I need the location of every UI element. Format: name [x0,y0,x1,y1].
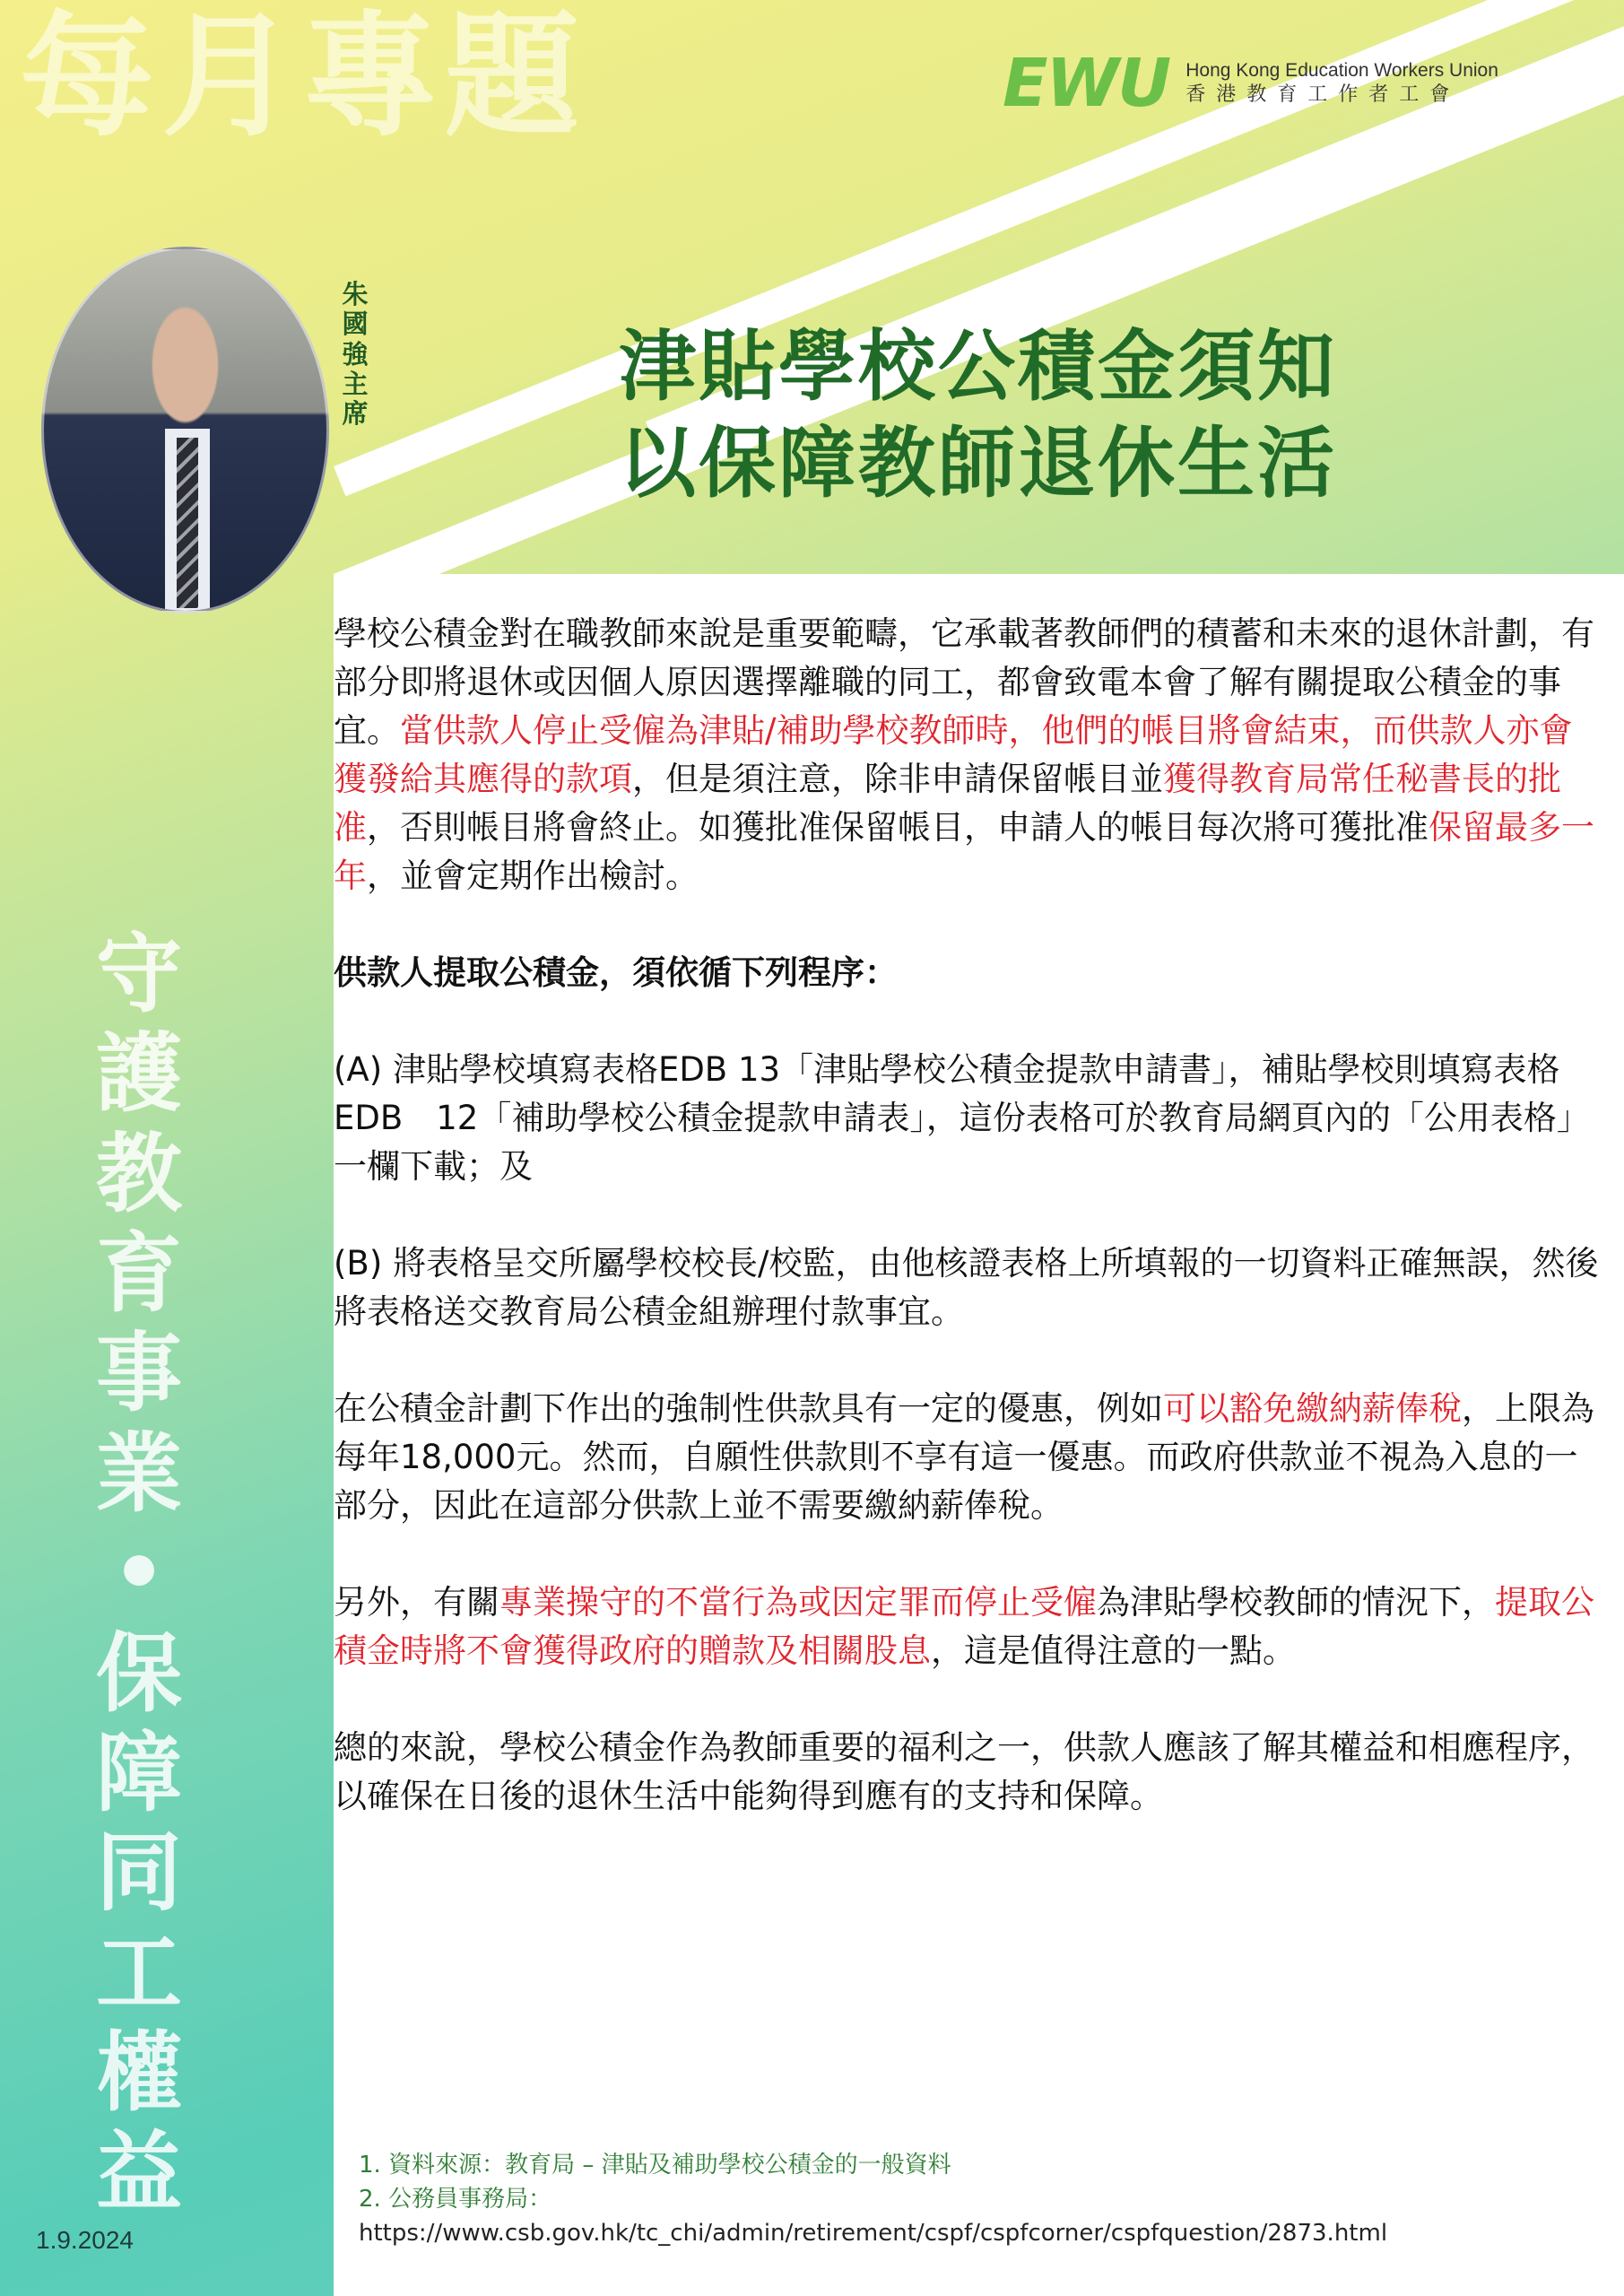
article-title [619,318,1337,511]
union-logo [1003,45,1498,122]
title-line-2: 以保障教師退休生活 [619,417,1337,509]
slogan-vertical: 守護教育事業•保障同工權益 [96,923,182,2223]
title-line-1: 津貼學校公積金須知 [619,321,1337,412]
paragraph-misconduct: 另外，有關專業操守的不當行為或因定罪而停止受僱為津貼學校教師的情況下，提取公積金時將不會獲得政府的贈款及相關股息，這是值得注意的一點。 [334,1583,1594,1670]
footnote-url-link[interactable]: https://www.csb.gov.hk/tc_chi/admin/retirement/cspf/cspfcorner/cspfquestion/2873.html [359,2220,1388,2247]
masthead-title: 每月專題 [20,0,587,155]
org-name-en: Hong Kong Education Workers Union [1185,60,1498,82]
paragraph-step-b: (B) 將表格呈交所屬學校校長/校監，由他核證表格上所填報的一切資料正確無誤，然後將表格送交教育局公積金組辦理付款事宜。 [334,1244,1599,1331]
logo-mark: EWU [1003,45,1170,122]
footnote-2: 2. 公務員事務局： [359,2186,552,2213]
paragraph-tax: 在公積金計劃下作出的強制性供款具有一定的優惠，例如可以豁免繳納薪俸稅，上限為每年18,000元。然而，自願性供款則不享有這一優惠。而政府供款並不視為入息的一部分，因此在這部分供款上並不需要繳納薪俸稅。 [334,1389,1594,1525]
paragraph-intro: 學校公積金對在職教師來說是重要範疇，它承載著教師們的積蓄和未來的退休計劃，有部分即將退休或因個人原因選擇離職的同工，都會致電本會了解有關提取公積金的事宜。當供款人停止受僱為津貼/補助學校教師時，他們的帳目將會結束，而供款人亦會獲發給其應得的款項，但是須注意，除非申請保留帳目並獲得教育局常任秘書長的批准，否則帳目將會終止。如獲批准保留帳目，申請人的帳目每次將可獲批准保留最多一年，並會定期作出檢討。 [334,614,1594,895]
paragraph-procedure-heading: 供款人提取公積金，須依循下列程序： [334,953,898,992]
author-name: 朱國強主席 [342,279,369,430]
footnote-1: 1. 資料來源：教育局 – 津貼及補助學校公積金的一般資料 [359,2152,951,2179]
article-body [334,610,1600,1869]
org-name-zh: 香港教育工作者工會 [1185,83,1461,107]
footnotes [359,2148,1387,2250]
paragraph-conclusion: 總的來說，學校公積金作為教師重要的福利之一，供款人應該了解其權益和相應程序，以確保在日後的退休生活中能夠得到應有的支持和保障。 [334,1728,1594,1815]
publish-date: 1.9.2024 [36,2226,134,2254]
paragraph-step-a: (A) 津貼學校填寫表格EDB 13「津貼學校公積金提款申請書」，補貼學校則填寫表格EDB 12「補助學校公積金提款申請表」，這份表格可於教育局網頁內的「公用表格」一欄下載；及 [334,1050,1590,1186]
author-photo [41,247,329,613]
